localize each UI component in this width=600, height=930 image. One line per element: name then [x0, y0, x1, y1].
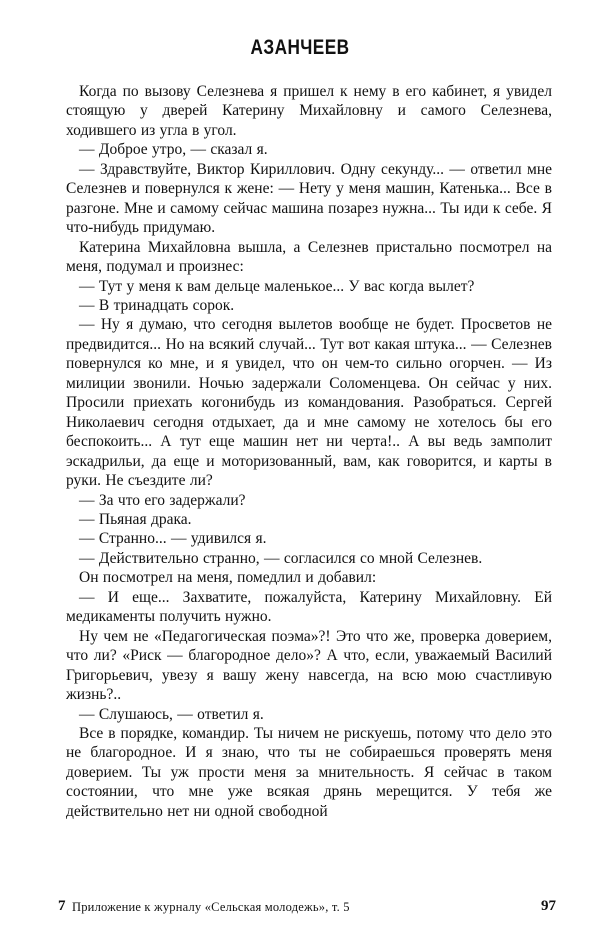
paragraph: — Пьяная драка.: [79, 510, 192, 528]
page-footer: [58, 898, 556, 918]
paragraph: — Тут у меня к вам дельце маленькое... У вас когда вылет?: [79, 277, 475, 295]
paragraph: — Странно... — удивился я.: [79, 530, 267, 548]
paragraph: — Здравствуйте, Виктор Кириллович. Одну секунду... — ответил мне Селезнев и повернулся к жене: — Нету у меня машин, Катенька... Все в разгоне. Мне и самому сейчас машина позарез нужна... Ты иди к себе. Я что-нибудь придумаю.: [66, 160, 552, 237]
paragraph: — И еще... Захватите, пожалуйста, Катерину Михайловну. Ей медикаменты получить нужно.: [66, 588, 552, 626]
page-body: [66, 82, 552, 821]
paragraph: — Действительно странно, — согласился со мной Селезнев.: [79, 549, 483, 567]
paragraph: — За что его задержали?: [79, 491, 246, 509]
paragraph: — Слушаюсь, — ответил я.: [79, 705, 264, 723]
paragraph: Когда по вызову Селезнева я пришел к нему в его кабинет, я увидел стоящую у дверей Катерину Михайловну и самого Селезнева, ходившего из угла в угол.: [66, 83, 552, 139]
paragraph: — Доброе утро, — сказал я.: [79, 141, 268, 159]
signature-mark: 7: [58, 898, 66, 914]
paragraph: Катерина Михайловна вышла, а Селезнев пристально посмотрел на меня, подумал и произнес:: [66, 238, 552, 276]
paragraph: — Ну я думаю, что сегодня вылетов вообще не будет. Просветов не предвидится... Но на всякий случай... Тут вот какая штука... — Селезнев повернулся ко мне, и я увидел, что он чем-то сильно огорчен. — Из милиции звонили. Ночью задержали Соломенцева. Он сейчас у них. Просили приехать когонибудь из командования. Разобраться. Сергей Николаевич сегодня отдыхает, да и мне самому не хотелось бы его беспокоить... А тут еще машин нет ни черта!.. А вы ведь замполит эскадрильи, да еще и моторизованный, вам, как говорится, и карты в руки. Не съездите ли?: [66, 316, 552, 490]
footer-note: Приложение к журналу «Сельская молодежь», т. 5: [72, 900, 350, 914]
page-number: 97: [541, 898, 556, 914]
paragraph: Ну чем не «Педагогическая поэма»?! Это что же, проверка доверием, что ли? «Риск — благородное дело»? А что, если, уважаемый Василий Григорьевич, увезу я вашу жену навсегда, на всю мою счастливую жизнь?..: [66, 627, 552, 704]
paragraph: Все в порядке, командир. Ты ничем не рискуешь, потому что дело это не благородное. И я знаю, что ты не собираешься проверять меня доверием. Ты уж прости меня за мнительность. Я сейчас в таком состоянии, что мне уже всякая дрянь мерещится. У тебя же действительно нет ни одной свободной: [66, 724, 552, 820]
paragraph: Он посмотрел на меня, помедлил и добавил:: [79, 569, 377, 587]
chapter-title: АЗАНЧЕЕВ: [250, 36, 350, 59]
paragraph: — В тринадцать сорок.: [79, 296, 235, 314]
